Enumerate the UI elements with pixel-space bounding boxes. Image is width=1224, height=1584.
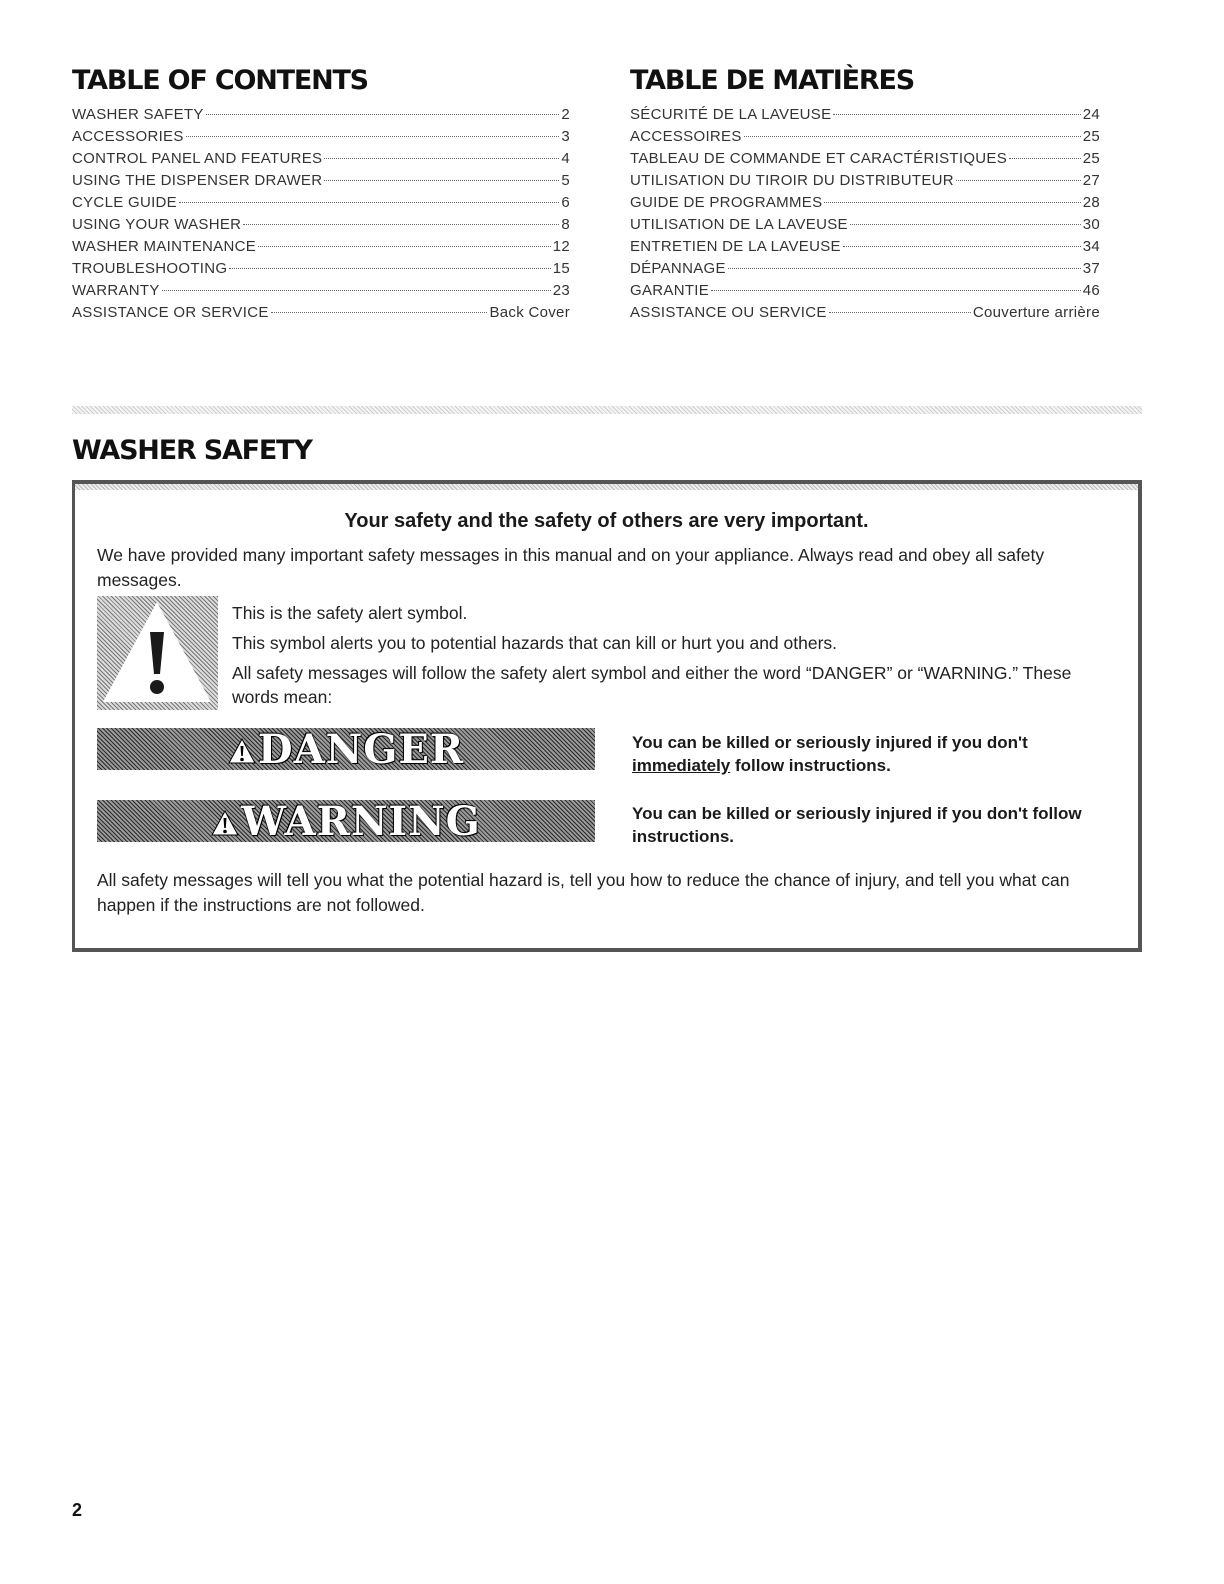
danger-alert-icon	[228, 738, 256, 764]
toc-entry[interactable]	[630, 170, 1100, 192]
safety-headline: Your safety and the safety of others are very important.	[344, 510, 869, 532]
toc-entry[interactable]	[72, 148, 570, 170]
toc-leader-dots	[829, 312, 971, 313]
toc-entry-label: CYCLE GUIDE	[72, 194, 177, 211]
toc-english	[72, 66, 570, 324]
toc-entry-page: 25	[1082, 128, 1100, 145]
toc-entry[interactable]	[72, 258, 570, 280]
toc-entry-page: 34	[1082, 238, 1100, 255]
toc-entry-page: 37	[1082, 260, 1100, 277]
toc-entry-label: ENTRETIEN DE LA LAVEUSE	[630, 238, 841, 255]
toc-entry-page: 24	[1082, 106, 1100, 123]
danger-desc-text-end: follow instructions.	[730, 756, 891, 775]
warning-description: You can be killed or seriously injured if you don't follow instructions.	[632, 804, 1082, 846]
toc-entry-label: UTILISATION DE LA LAVEUSE	[630, 216, 848, 233]
safety-alert-triangle-icon	[97, 596, 218, 710]
toc-leader-dots	[843, 246, 1081, 247]
toc-entry[interactable]	[72, 192, 570, 214]
toc-leader-dots	[850, 224, 1081, 225]
toc-english-title: TABLE OF CONTENTS	[72, 65, 368, 96]
toc-entry[interactable]	[72, 126, 570, 148]
toc-leader-dots	[956, 180, 1081, 181]
toc-leader-dots	[728, 268, 1081, 269]
danger-desc-emphasis: immediately	[632, 756, 731, 775]
warning-banner	[97, 797, 595, 845]
toc-entry-label: WASHER MAINTENANCE	[72, 238, 257, 255]
toc-entry[interactable]	[72, 302, 570, 324]
toc-entry-page: 2	[561, 106, 570, 123]
toc-leader-dots	[162, 290, 551, 291]
toc-entry-label: DÉPANNAGE	[630, 260, 726, 277]
toc-entry-page: 6	[561, 194, 570, 211]
toc-entry-page: 4	[561, 150, 570, 167]
toc-entry-page: 5	[561, 172, 570, 189]
alert-line: This is the safety alert symbol.	[232, 603, 468, 623]
toc-entry-page: Back Cover	[489, 304, 570, 321]
toc-leader-dots	[206, 114, 560, 115]
toc-entry[interactable]	[630, 192, 1100, 214]
toc-entry[interactable]	[630, 148, 1100, 170]
danger-description	[632, 731, 1112, 777]
toc-entry-label: GUIDE DE PROGRAMMES	[630, 194, 823, 211]
toc-entry-label: ASSISTANCE OU SERVICE	[630, 304, 827, 321]
toc-leader-dots	[833, 114, 1080, 115]
toc-entry[interactable]	[630, 126, 1100, 148]
toc-entry[interactable]	[72, 170, 570, 192]
toc-french-title: TABLE DE MATIÈRES	[630, 65, 914, 96]
alert-line: All safety messages will follow the safety alert symbol and either the word “DANGER” or “WARNING.” These words mean:	[232, 663, 1072, 707]
toc-entry-page: 30	[1082, 216, 1100, 233]
safety-alert-symbol	[97, 596, 218, 710]
toc-entry[interactable]	[630, 104, 1100, 126]
toc-french	[630, 66, 1100, 324]
toc-leader-dots	[824, 202, 1080, 203]
toc-leader-dots	[711, 290, 1081, 291]
toc-entry-label: ACCESSORIES	[72, 128, 184, 145]
toc-entry-label: USING YOUR WASHER	[72, 216, 242, 233]
toc-entry-page: 25	[1082, 150, 1100, 167]
toc-leader-dots	[229, 268, 550, 269]
toc-entry-page: 23	[552, 282, 570, 299]
safety-intro: We have provided many important safety messages in this manual and on your appliance. Always read and obey all safety messages.	[97, 545, 1045, 590]
toc-entry-page: 12	[552, 238, 570, 255]
toc-leader-dots	[324, 158, 559, 159]
danger-word: DANGER	[257, 725, 465, 773]
danger-desc-text: You can be killed or seriously injured if you don't	[632, 733, 1028, 752]
danger-banner	[97, 725, 595, 773]
toc-entry-page: 8	[561, 216, 570, 233]
toc-entry[interactable]	[630, 214, 1100, 236]
alert-line: This symbol alerts you to potential hazards that can kill or hurt you and others.	[232, 633, 838, 653]
toc-french-list	[630, 104, 1100, 324]
toc-entry[interactable]	[72, 104, 570, 126]
toc-leader-dots	[271, 312, 488, 313]
toc-entry-label: USING THE DISPENSER DRAWER	[72, 172, 323, 189]
toc-entry-page: 28	[1082, 194, 1100, 211]
toc-entry-label: WASHER SAFETY	[72, 106, 204, 123]
toc-entry-label: CONTROL PANEL AND FEATURES	[72, 150, 323, 167]
toc-leader-dots	[243, 224, 559, 225]
alert-explanation	[232, 601, 1112, 715]
toc-english-list	[72, 104, 570, 324]
toc-leader-dots	[1009, 158, 1081, 159]
safety-outro: All safety messages will tell you what the potential hazard is, tell you how to reduce the chance of injury, and tell you what can happen if the instructions are not followed.	[97, 870, 1070, 915]
toc-entry[interactable]	[72, 280, 570, 302]
toc-entry-label: GARANTIE	[630, 282, 710, 299]
toc-entry-label: SÉCURITÉ DE LA LAVEUSE	[630, 106, 832, 123]
toc-leader-dots	[324, 180, 559, 181]
toc-entry[interactable]	[630, 302, 1100, 324]
toc-entry-label: TABLEAU DE COMMANDE ET CARACTÉRISTIQUES	[630, 150, 1008, 167]
safety-message-box	[72, 480, 1142, 952]
toc-entry-page: Couverture arrière	[972, 304, 1100, 321]
toc-entry[interactable]	[72, 214, 570, 236]
washer-safety-title: WASHER SAFETY	[72, 435, 312, 466]
toc-leader-dots	[186, 136, 560, 137]
warning-word: WARNING	[241, 797, 481, 845]
toc-leader-dots	[258, 246, 551, 247]
toc-entry-page: 3	[561, 128, 570, 145]
section-divider	[72, 406, 1142, 414]
toc-entry-page: 46	[1082, 282, 1100, 299]
warning-alert-icon	[211, 810, 239, 836]
toc-entry-page: 27	[1082, 172, 1100, 189]
toc-entry-page: 15	[552, 260, 570, 277]
toc-leader-dots	[179, 202, 559, 203]
page-number: 2	[72, 1500, 83, 1520]
toc-entry-label: ACCESSOIRES	[630, 128, 742, 145]
toc-entry-label: TROUBLESHOOTING	[72, 260, 228, 277]
toc-entry[interactable]	[630, 236, 1100, 258]
toc-leader-dots	[744, 136, 1081, 137]
toc-entry-label: UTILISATION DU TIROIR DU DISTRIBUTEUR	[630, 172, 954, 189]
toc-entry[interactable]	[630, 280, 1100, 302]
toc-entry-label: ASSISTANCE OR SERVICE	[72, 304, 269, 321]
toc-entry-label: WARRANTY	[72, 282, 160, 299]
toc-entry[interactable]	[630, 258, 1100, 280]
toc-entry[interactable]	[72, 236, 570, 258]
